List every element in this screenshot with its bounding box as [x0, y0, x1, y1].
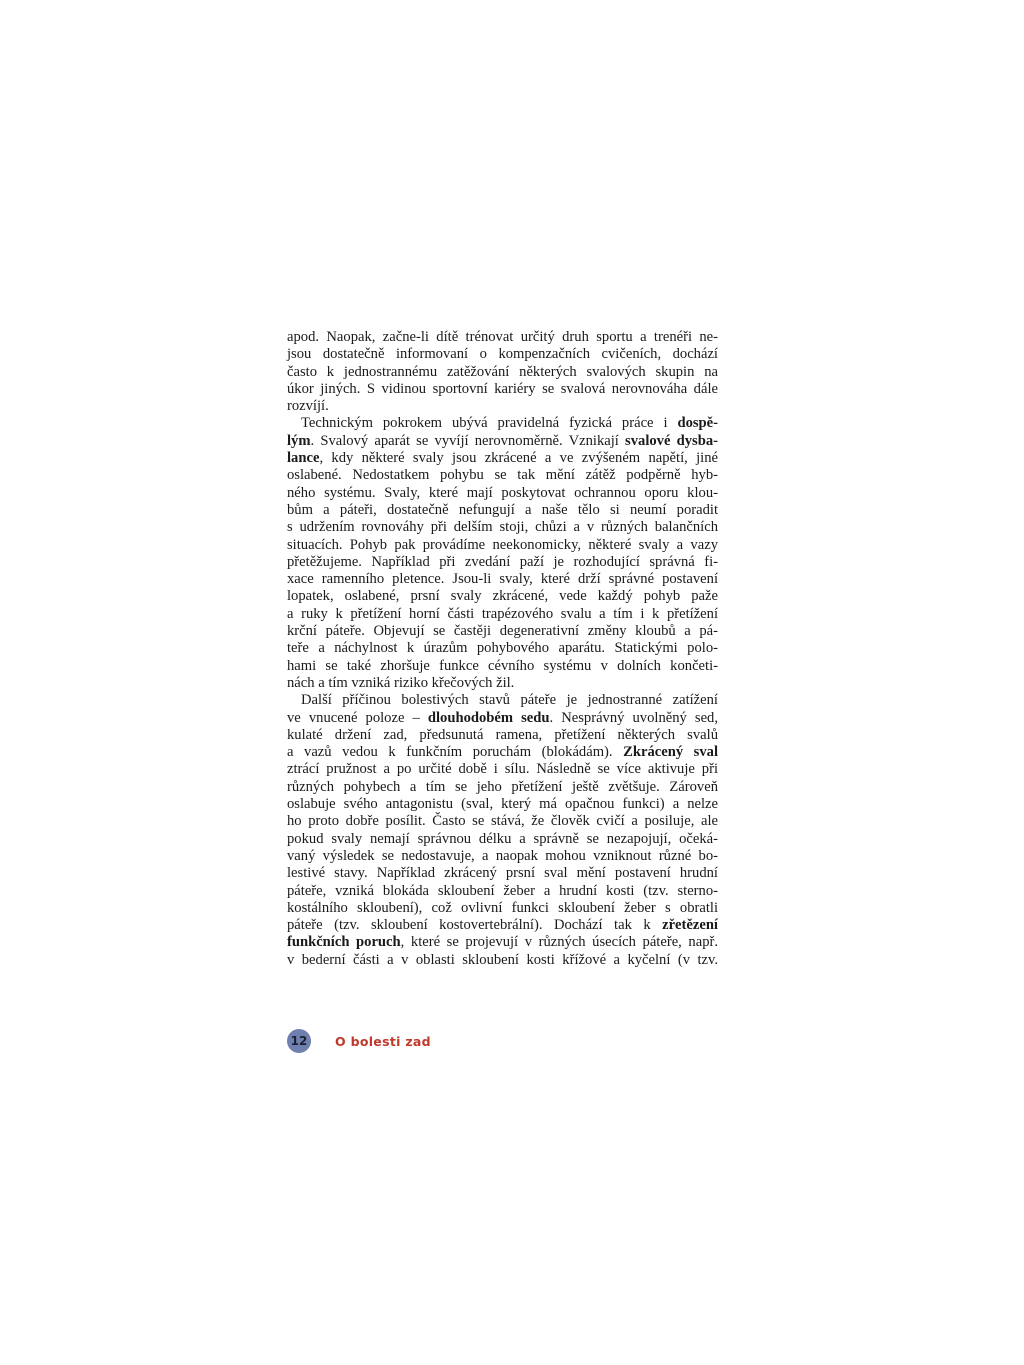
text-line: pokud svaly nemají správnou délku a správně se nezapojují, očeká- [287, 830, 718, 847]
bold-term: Zkrácený sval [623, 744, 719, 761]
text-line: situacích. Pohyb pak provádíme neekonomicky, některé svaly a vazy [287, 536, 718, 553]
text-line: nách a tím vzniká riziko křečových žil. [287, 674, 515, 691]
text-line: ztrácí pružnost a po určité době i sílu. Následně se více aktivuje při [287, 761, 718, 778]
text-line: často k jednostrannému zatěžování některých svalových skupin na [287, 363, 718, 380]
bold-term: funkčních poruch [287, 934, 401, 951]
text-line: xace ramenního pletence. Jsou-li svaly, které drží správné postavení [287, 571, 718, 588]
text-run: Technickým pokrokem ubývá pravidelná fyzická práce i [301, 415, 678, 432]
text-line [287, 415, 718, 432]
text-line: kostálního skloubení), což ovlivní funkci skloubení žeber s obratli [287, 899, 718, 916]
page-footer [287, 1029, 431, 1053]
text-line: vaný výsledek se nedostavuje, a naopak mohou vzniknout různé bo- [287, 847, 718, 864]
text-line: ného systému. Svaly, které mají poskytovat ochrannou oporu klou- [287, 484, 718, 501]
text-line: krční páteře. Objevují se častěji degenerativní změny kloubů a pá- [287, 623, 718, 640]
text-run: ve vnucené poloze – [287, 709, 428, 726]
text-line [287, 917, 718, 934]
bold-term: svalové dysba- [625, 432, 718, 449]
text-run: a vazů vedou k funkčním poruchám (blokádám). [287, 744, 624, 761]
text-line: a ruky k přetížení horní části trapézového svalu a tím i k přetížení [287, 605, 718, 622]
text-line: ho proto dobře posílit. Často se stává, že člověk cvičí a posiluje, ale [287, 813, 718, 830]
bold-term: dlouhodobém sedu [427, 709, 550, 726]
text-line: v bederní části a v oblasti skloubení kosti křížové a kyčelní (v tzv. [287, 951, 718, 968]
page-number-badge: 12 [287, 1029, 311, 1053]
text-line: lestivé stavy. Například zkrácený prsní sval mění postavení hrudní [287, 865, 718, 882]
text-run: páteře (tzv. skloubení kostovertebrální). Dochází tak k [287, 917, 663, 934]
text-run: . Nesprávný uvolněný sed, [549, 709, 718, 726]
text-line: jsou dostatečně informovaní o kompenzačních cvičeních, dochází [287, 346, 718, 363]
text-line: úkor jiných. S vidinou sportovní kariéry se svalová nerovnováha dále [287, 380, 718, 397]
bold-term: lance [287, 450, 320, 467]
text-line: rozvíjí. [287, 398, 329, 415]
text-line: hami se také zhoršuje funkce cévního systému v dolních končeti- [287, 657, 718, 674]
text-line: bům a páteři, dostatečně nefungují a naše tělo si neumí poradit [287, 501, 718, 518]
text-line: různých pohybech a tím se jeho přetížení ještě zvětšuje. Zároveň [287, 778, 718, 795]
text-line: páteře, vzniká blokáda skloubení žeber a hrudní kosti (tzv. sterno- [287, 882, 718, 899]
text-line: přetěžujeme. Například při zvedání paží je rozhodující správná fi- [287, 553, 718, 570]
text-line: teře a náchylnost k úrazům pohybového aparátu. Statickými polo- [287, 640, 718, 657]
text-line [287, 934, 718, 951]
text-line: kulaté držení zad, předsunutá ramena, přetížení některých svalů [287, 726, 718, 743]
text-run: , které se projevují v různých úsecích páteře, např. [400, 934, 719, 951]
text-line [287, 450, 718, 467]
bold-term: zřetězení [662, 917, 718, 934]
bold-term: lým [287, 432, 311, 449]
text-line [287, 744, 718, 761]
running-title: O bolesti zad [335, 1033, 431, 1049]
text-run: , kdy některé svaly jsou zkrácené a ve zvýšeném napětí, jiné [319, 450, 718, 467]
text-line: oslabené. Nedostatkem pohybu se tak mění zátěž podpěrně hyb- [287, 467, 718, 484]
text-line: apod. Naopak, začne-li dítě trénovat určitý druh sportu a trenéři ne- [287, 329, 718, 345]
text-line [287, 433, 718, 450]
body-text [287, 329, 718, 969]
bold-term: dospě- [677, 415, 718, 432]
text-line: oslabuje svého antagonistu (sval, který má opačnou funkci) a nelze [287, 796, 718, 813]
text-line: s udržením rovnováhy při delším stoji, chůzi a v různých balančních [287, 519, 718, 536]
text-line [287, 710, 718, 727]
text-line: lopatek, oslabené, prsní svaly zkrácené, vede každý pohyb paže [287, 588, 718, 605]
text-line: Další příčinou bolestivých stavů páteře je jednostranné zatížení [301, 692, 718, 709]
text-run: . Svalový aparát se vyvíjí nerovnoměrně. Vznikají [310, 432, 626, 449]
